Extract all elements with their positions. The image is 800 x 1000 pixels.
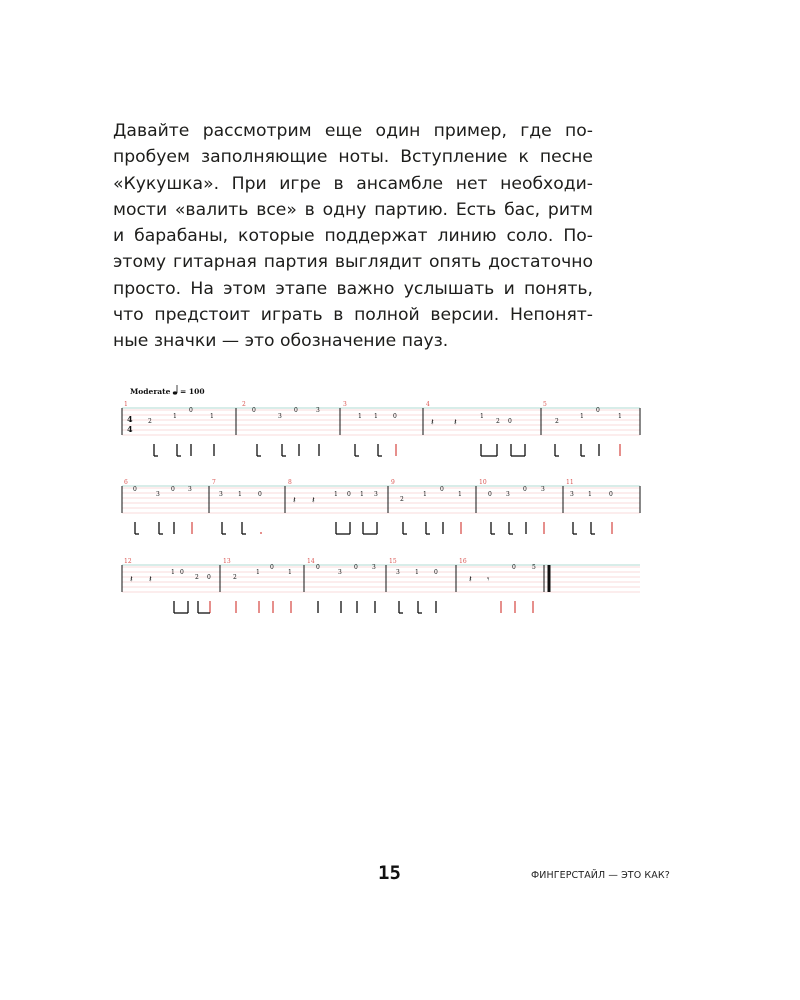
measure-number: 12 <box>124 558 132 565</box>
svg-text:2: 2 <box>555 418 559 425</box>
tempo-value: = 100 <box>180 387 205 396</box>
svg-text:3: 3 <box>396 569 400 576</box>
svg-text:3: 3 <box>219 491 223 498</box>
svg-text:1: 1 <box>256 569 260 576</box>
svg-text:5: 5 <box>532 564 536 571</box>
svg-text:2: 2 <box>400 496 404 503</box>
svg-text:3: 3 <box>338 569 342 576</box>
measure-number: 1 <box>124 401 128 408</box>
rest-symbols <box>293 496 315 506</box>
svg-text:3: 3 <box>316 407 320 414</box>
tab-system-2 <box>122 479 640 534</box>
svg-text:𝄽: 𝄽 <box>454 418 457 428</box>
tab-system-3 <box>122 558 640 613</box>
svg-text:0: 0 <box>171 486 175 493</box>
time-signature-bottom: 4 <box>127 424 133 434</box>
measure-number: 14 <box>307 558 315 565</box>
svg-text:0: 0 <box>294 407 298 414</box>
quarter-note-icon <box>173 385 177 395</box>
svg-text:3: 3 <box>506 491 510 498</box>
rhythm-stems <box>135 522 612 534</box>
svg-text:2: 2 <box>148 418 152 425</box>
svg-text:1: 1 <box>480 413 484 420</box>
svg-text:𝄽: 𝄽 <box>130 575 133 585</box>
measure-number: 10 <box>479 479 487 486</box>
svg-text:0: 0 <box>189 407 193 414</box>
svg-text:1: 1 <box>374 413 378 420</box>
svg-text:0: 0 <box>508 418 512 425</box>
measure-number: 6 <box>124 479 128 486</box>
running-title: ФИНГЕРСТАЙЛ — ЭТО КАК? <box>531 870 670 881</box>
svg-text:𝄽: 𝄽 <box>431 418 434 428</box>
rest-symbols <box>130 575 490 585</box>
svg-text:1: 1 <box>580 413 584 420</box>
guitar-tablature <box>118 382 650 622</box>
svg-text:0: 0 <box>180 569 184 576</box>
body-line: просто. На этом этапе важно услышать и понять, <box>113 278 593 299</box>
svg-text:2: 2 <box>233 574 237 581</box>
body-line: ные значки — это обозначение пауз. <box>113 331 449 352</box>
measure-number: 2 <box>242 401 246 408</box>
svg-text:0: 0 <box>596 407 600 414</box>
svg-text:1: 1 <box>360 491 364 498</box>
tab-system-1 <box>122 401 640 456</box>
svg-text:1: 1 <box>210 413 214 420</box>
svg-text:0: 0 <box>609 491 613 498</box>
body-line: что предстоит играть в полной версии. Непонят- <box>113 305 593 326</box>
svg-text:0: 0 <box>252 407 256 414</box>
svg-text:0: 0 <box>393 413 397 420</box>
measure-number: 8 <box>288 479 292 486</box>
svg-text:0: 0 <box>488 491 492 498</box>
measure-number: 11 <box>566 479 574 486</box>
svg-text:𝄽: 𝄽 <box>469 575 472 585</box>
svg-text:0: 0 <box>207 574 211 581</box>
svg-text:1: 1 <box>588 491 592 498</box>
svg-text:0: 0 <box>434 569 438 576</box>
measure-number: 7 <box>212 479 216 486</box>
svg-text:3: 3 <box>372 564 376 571</box>
svg-text:𝄾: 𝄾 <box>487 575 490 585</box>
svg-text:1: 1 <box>334 491 338 498</box>
rest-symbols <box>431 418 457 428</box>
svg-text:1: 1 <box>618 413 622 420</box>
time-signature-top: 4 <box>127 414 133 424</box>
svg-text:𝄽: 𝄽 <box>312 496 315 506</box>
page-number: 15 <box>378 862 401 884</box>
svg-text:2: 2 <box>496 418 500 425</box>
svg-text:0: 0 <box>316 564 320 571</box>
body-line: мости «валить все» в одну партию. Есть бас, ритм <box>113 199 593 220</box>
measure-number: 4 <box>426 401 430 408</box>
svg-text:1: 1 <box>171 569 175 576</box>
measure-number: 3 <box>343 401 347 408</box>
body-line: Давайте рассмотрим еще один пример, где по- <box>113 121 593 141</box>
svg-text:1: 1 <box>415 569 419 576</box>
measure-number: 16 <box>459 558 467 565</box>
svg-text:0: 0 <box>440 486 444 493</box>
svg-text:3: 3 <box>156 491 160 498</box>
svg-text:0: 0 <box>347 491 351 498</box>
body-line: «Кукушка». При игре в ансамбле нет необходи- <box>113 173 593 194</box>
measure-number: 9 <box>391 479 395 486</box>
measure-number: 15 <box>389 558 397 565</box>
svg-text:3: 3 <box>374 491 378 498</box>
svg-text:1: 1 <box>458 491 462 498</box>
svg-text:3: 3 <box>570 491 574 498</box>
svg-text:1: 1 <box>238 491 242 498</box>
svg-text:0: 0 <box>133 486 137 493</box>
svg-text:𝄽: 𝄽 <box>293 496 296 506</box>
svg-text:0: 0 <box>270 564 274 571</box>
rhythm-stems <box>154 444 620 456</box>
fret-numbers <box>171 564 536 581</box>
fret-numbers <box>133 486 613 503</box>
body-line: пробуем заполняющие ноты. Вступление к песне <box>113 147 593 168</box>
svg-text:3: 3 <box>188 486 192 493</box>
svg-text:1: 1 <box>288 569 292 576</box>
svg-text:1: 1 <box>358 413 362 420</box>
tempo-text: Moderate <box>130 387 171 396</box>
svg-text:2: 2 <box>195 574 199 581</box>
svg-text:1: 1 <box>173 413 177 420</box>
svg-text:3: 3 <box>278 413 282 420</box>
svg-text:3: 3 <box>541 486 545 493</box>
svg-text:0: 0 <box>512 564 516 571</box>
body-paragraph <box>113 118 593 355</box>
measure-number: 13 <box>223 558 231 565</box>
measure-number: 5 <box>543 401 547 408</box>
svg-text:0: 0 <box>523 486 527 493</box>
svg-text:0: 0 <box>354 564 358 571</box>
body-line: и барабаны, которые поддержат линию соло. По- <box>113 226 593 247</box>
rhythm-stems <box>174 601 533 613</box>
svg-text:0: 0 <box>258 491 262 498</box>
svg-text:𝄽: 𝄽 <box>149 575 152 585</box>
body-line: этому гитарная партия выглядит опять достаточно <box>113 252 593 273</box>
svg-text:1: 1 <box>423 491 427 498</box>
